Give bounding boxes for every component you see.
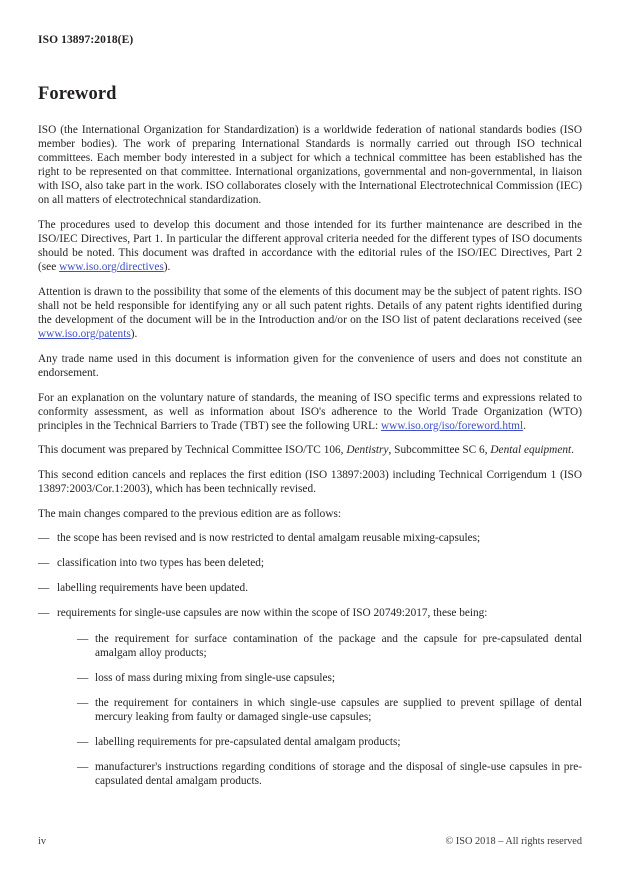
paragraph-patent-rights-text-after: ).	[130, 328, 138, 341]
list-item	[38, 606, 582, 788]
sub-list-item	[77, 696, 582, 724]
tc-text-part1: This document was prepared by Technical Committee ISO/TC 106,	[38, 444, 347, 457]
page-footer	[38, 836, 582, 847]
tc-text-part2: , Subcommittee SC 6,	[388, 444, 491, 457]
em-dash-bullet-icon: —	[38, 532, 50, 545]
list-item	[38, 531, 582, 545]
sub-list-item-text: the requirement for surface contamination of the package and the capsule for pre-capsulated dental amalgam alloy products;	[95, 632, 582, 659]
paragraph-patent-rights-text-before: Attention is drawn to the possibility that some of the elements of this document may be the subject of patent rights. ISO shall not be held responsible for identifying any or all such patent rights. Details of any patent rights identified during the development of the document will be in the Introduction and/or on the ISO list of patent declarations received (see	[38, 285, 582, 327]
sub-list-item	[77, 735, 582, 749]
sub-list-item-text: manufacturer's instructions regarding conditions of storage and the disposal of single-use capsules in pre-capsulated dental amalgam products.	[95, 761, 582, 788]
sub-list-item-text: loss of mass during mixing from single-use capsules;	[95, 671, 336, 684]
sub-list-item	[77, 671, 582, 685]
list-item-text: labelling requirements have been updated.	[57, 582, 249, 595]
tc-committee-name-dentistry: Dentistry	[346, 444, 389, 457]
tc-subcommittee-name-dental-equipment: Dental equipment	[490, 444, 572, 457]
sub-list-item-text: the requirement for containers in which single-use capsules are supplied to prevent spillage of dental mercury leaking from faulty or damaged single-use capsules;	[95, 696, 582, 723]
paragraph-voluntary-nature-text-before: For an explanation on the voluntary nature of standards, the meaning of ISO specific terms and expressions related to conformity assessment, as well as information about ISO's adherence to the World Trade Organization (WTO) principles in the Technical Barriers to Trade (TBT) see the following URL:	[38, 391, 582, 432]
document-content	[38, 84, 582, 799]
paragraph-trade-name: Any trade name used in this document is information given for the convenience of users and does not constitute an endorsement.	[38, 352, 582, 379]
link-iso-foreword[interactable]: www.iso.org/iso/foreword.html	[380, 419, 524, 432]
paragraph-voluntary-nature	[38, 391, 582, 433]
list-item-text: the scope has been revised and is now restricted to dental amalgam reusable mixing-capsules;	[57, 532, 481, 545]
changes-list	[38, 531, 582, 788]
paragraph-procedures-text-before: The procedures used to develop this document and those intended for its further maintenance are described in the ISO/IEC Directives, Part 1. In particular the different approval criteria needed for the different types of ISO documents should be noted. This document was drafted in accordance with the editorial rules of the ISO/IEC Directives, Part 2 (see	[38, 219, 582, 274]
sub-list-item-text: labelling requirements for pre-capsulated dental amalgam products;	[95, 736, 401, 748]
em-dash-bullet-icon: —	[77, 632, 89, 645]
paragraph-procedures-text-after: ).	[163, 261, 171, 274]
tc-text-part3: .	[571, 444, 575, 457]
paragraph-voluntary-nature-text-after: .	[523, 419, 526, 432]
em-dash-bullet-icon: —	[77, 671, 89, 684]
sub-changes-list	[57, 632, 582, 789]
list-item-text: classification into two types has been deleted;	[57, 557, 265, 570]
page-title: Foreword	[38, 84, 117, 104]
em-dash-bullet-icon: —	[77, 696, 89, 709]
paragraph-technical-committee	[38, 443, 582, 457]
list-item-text: requirements for single-use capsules are now within the scope of ISO 20749:2017, these being:	[57, 607, 488, 620]
paragraph-procedures	[38, 218, 582, 274]
em-dash-bullet-icon: —	[38, 582, 50, 595]
paragraph-patent-rights	[38, 285, 582, 341]
paragraph-iso-description: ISO (the International Organization for Standardization) is a worldwide federation of national standards bodies (ISO member bodies). The work of preparing International Standards is normally carried out through ISO technical committees. Each member body interested in a subject for which a technical committee has been established has the right to be represented on that committee. International organizations, governmental and non-governmental, in liaison with ISO, also take part in the work. ISO collaborates closely with the International Electrotechnical Commission (IEC) on all matters of electrotechnical standardization.	[38, 124, 582, 207]
sub-list-item	[77, 760, 582, 788]
list-item	[38, 556, 582, 570]
em-dash-bullet-icon: —	[38, 607, 50, 620]
em-dash-bullet-icon: —	[77, 761, 89, 774]
paragraph-second-edition: This second edition cancels and replaces the first edition (ISO 13897:2003) including Technical Corrigendum 1 (ISO 13897:2003/Cor.1:2003), which has been technically revised.	[38, 468, 582, 495]
paragraph-main-changes-intro: The main changes compared to the previous edition are as follows:	[38, 507, 342, 520]
em-dash-bullet-icon: —	[77, 736, 89, 748]
sub-list-item	[77, 632, 582, 660]
page-number: iv	[38, 836, 47, 847]
page-header-standard-number: ISO 13897:2018(E)	[38, 34, 134, 46]
em-dash-bullet-icon: —	[38, 557, 50, 570]
link-iso-directives[interactable]: www.iso.org/directives	[59, 261, 164, 274]
list-item	[38, 581, 582, 595]
copyright-notice: © ISO 2018 – All rights reserved	[445, 836, 582, 847]
link-iso-patents[interactable]: www.iso.org/patents	[38, 328, 131, 341]
